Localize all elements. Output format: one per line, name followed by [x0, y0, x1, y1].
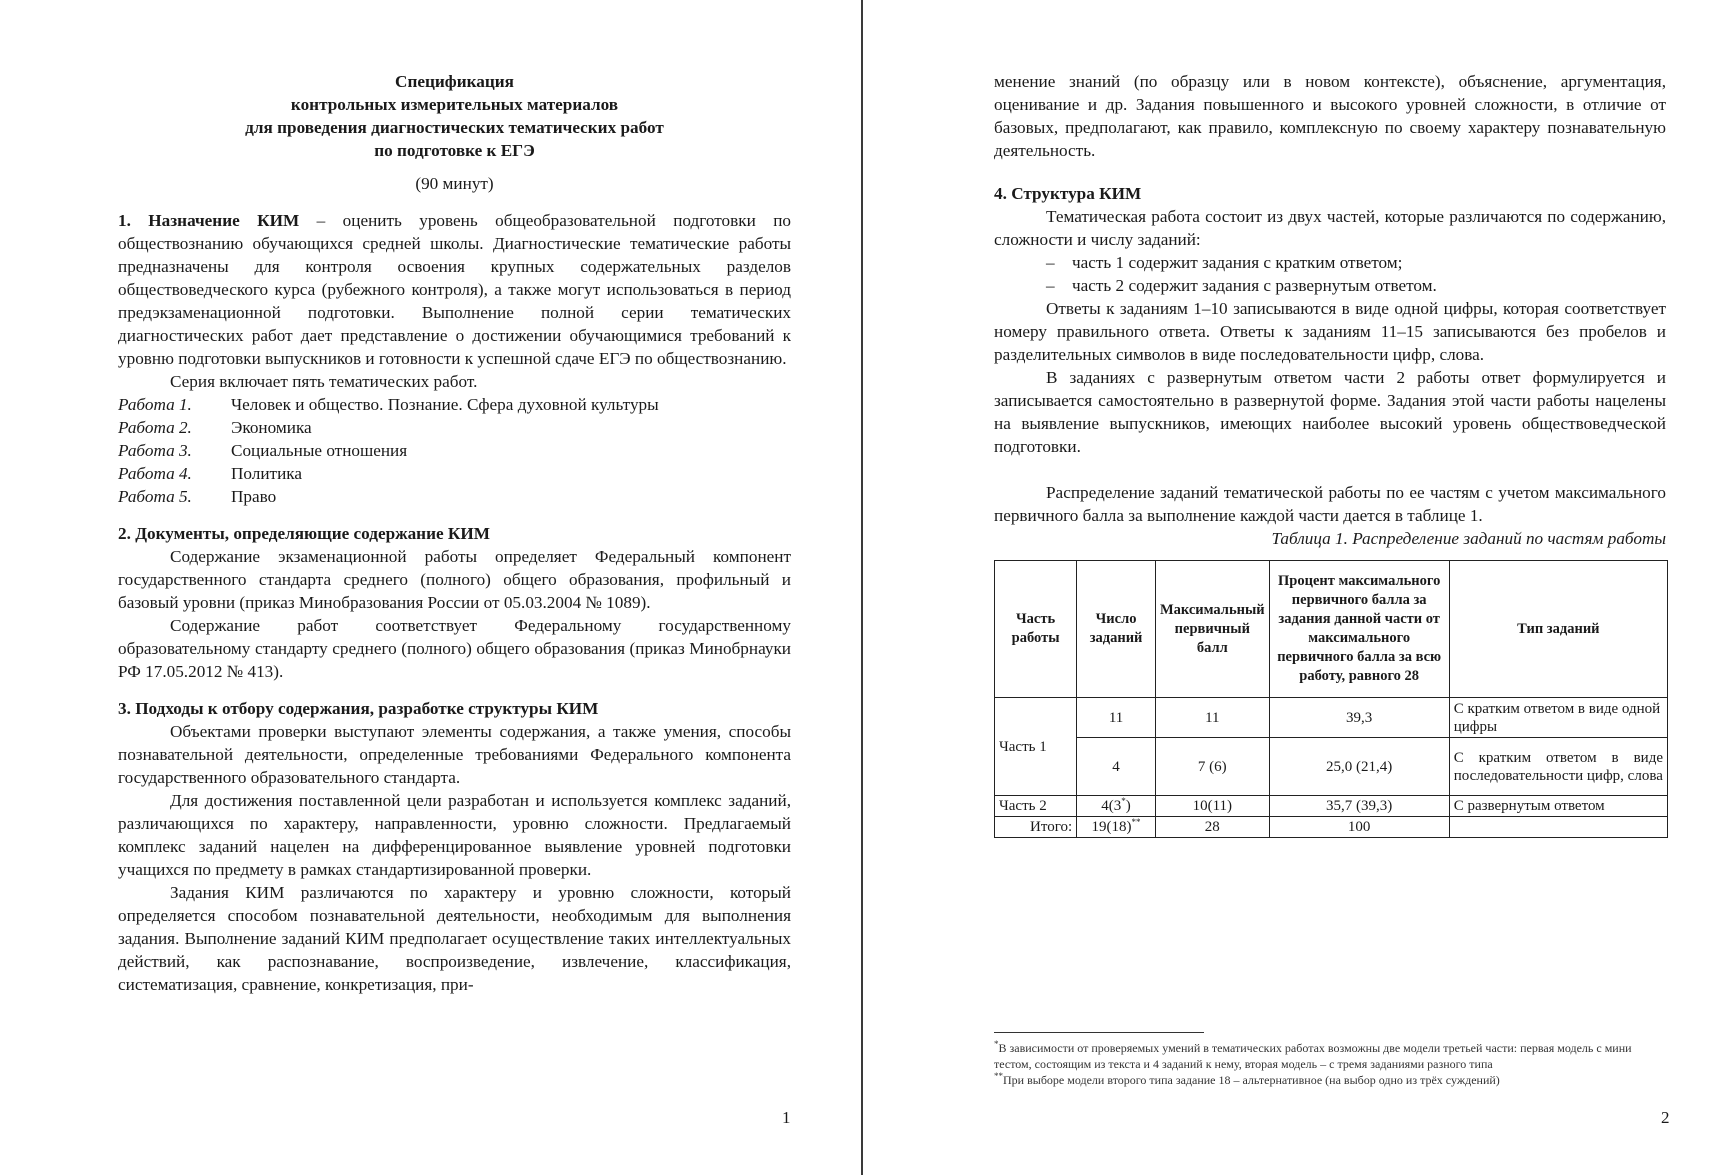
footnotes [994, 1040, 1666, 1088]
footnote-mark: ** [994, 1071, 1003, 1081]
table-cell: 7 (6) [1155, 738, 1269, 796]
table-row [995, 738, 1668, 796]
table-cell: 100 [1269, 817, 1449, 838]
header-cell: Часть работы [995, 561, 1077, 698]
work-name: Экономика [231, 418, 312, 437]
section-3-paragraph: Для достижения поставленной цели разработан и используется комплекс заданий, различающихся по характеру, направленности, уровню сложности. Предлагаемый комплекс заданий нацелен на дифференцированное выявление уровней подготовки учащихся по предмету в рамках стандартизированной проверки. [118, 791, 791, 879]
section-4-paragraph: Распределение заданий тематической работы по ее частям с учетом максимального первичного балла за выполнение каждой части дается в таблице 1. [994, 483, 1666, 525]
document-title [118, 70, 791, 162]
header-cell: Максимальный первичный балл [1155, 561, 1269, 698]
cell-value: 19(18) [1091, 819, 1132, 835]
section-2-heading: 2. Документы, определяющие содержание КИМ [118, 524, 490, 543]
continued-paragraph: менение знаний (по образцу или в новом контексте), объяснение, аргументация, оценивание и др. Задания повышенного и высокого уровней сложности, в отличие от базовых, предполагают, как правило, комплексную по своему характеру познавательную деятельность. [994, 72, 1666, 160]
cell-value: 4(3 [1101, 798, 1122, 814]
table-cell [1449, 817, 1667, 838]
title-line: контрольных измерительных материалов [290, 95, 619, 114]
footnote-mark: ** [1131, 817, 1141, 827]
section-4-paragraph: Ответы к заданиям 1–10 записываются в виде одной цифры, которая соответствует номеру правильного ответа. Ответы к заданиям 11–15 записываются без пробелов и разделительных символов в виде последовательности цифр, слова. [994, 299, 1666, 364]
table-row [995, 817, 1668, 838]
header-cell: Число заданий [1077, 561, 1156, 698]
list-item: – часть 1 содержит задания с кратким ответом; [1046, 253, 1403, 272]
footnote-separator [994, 1032, 1204, 1033]
cell-value: ) [1125, 798, 1131, 814]
table-cell: 25,0 (21,4) [1269, 738, 1449, 796]
section-1-heading: 1. Назначение КИМ [118, 211, 300, 230]
section-3-paragraph: Задания КИМ различаются по характеру и уровню сложности, который определяется способом познавательной деятельности, необходимым для выполнения задания. Выполнение заданий КИМ предполагает осуществление таких интеллектуальных действий, как распознавание, воспроизведение, извлечение, классификация, систематизация, сравнение, конкретизация, при- [118, 883, 791, 994]
work-item [118, 439, 791, 462]
table-row [995, 796, 1668, 817]
distribution-table [994, 560, 1668, 838]
list-item-text: часть 2 содержит задания с развернутым ответом. [1072, 276, 1437, 295]
work-name: Политика [231, 464, 302, 483]
section-3-heading: 3. Подходы к отбору содержания, разработке структуры КИМ [118, 699, 599, 718]
table-cell: 10(11) [1155, 796, 1269, 817]
page-number: 2 [1661, 1108, 1670, 1127]
table-cell: 4 [1077, 738, 1156, 796]
duration: (90 минут) [415, 174, 494, 193]
table-caption: Таблица 1. Распределение заданий по частям работы [1271, 529, 1666, 548]
footnote [994, 1072, 1666, 1088]
table-cell [1077, 796, 1156, 817]
series-sentence: Серия включает пять тематических работ. [170, 372, 478, 391]
work-name: Социальные отношения [231, 441, 408, 460]
table-cell: Итого: [995, 817, 1077, 838]
section-4-heading: 4. Структура КИМ [994, 184, 1142, 203]
table-cell: 39,3 [1269, 698, 1449, 738]
footnote-mark: * [994, 1039, 999, 1049]
table-header-row [995, 561, 1668, 698]
footnote-text: При выборе модели второго типа задание 18 – альтернативное (на выбор одно из трёх суждений) [1003, 1073, 1500, 1087]
title-line: Спецификация [395, 72, 514, 91]
table-cell: С кратким ответом в виде последовательности цифр, слова [1449, 738, 1667, 796]
title-line: для проведения диагностических тематических работ [245, 118, 664, 137]
section-2-paragraph: Содержание экзаменационной работы определяет Федеральный компонент государственного стандарта среднего (полного) общего образования, профильный и базовый уровни (приказ Минобразования России от 05.03.2004 № 1089). [118, 547, 791, 612]
list-item-text: часть 1 содержит задания с кратким ответом; [1072, 253, 1403, 272]
table-row [995, 698, 1668, 738]
header-cell: Процент максимального первичного балла за задания данной части от максимального первичного балла за всю работу, равного 28 [1269, 561, 1449, 698]
work-name: Право [231, 487, 277, 506]
section-3-paragraph: Объектами проверки выступают элементы содержания, а также умения, способы познавательной деятельности, определенные требованиями Федерального компонента государственного образовательного стандарта. [118, 722, 791, 787]
table-cell: 11 [1155, 698, 1269, 738]
table-cell: Часть 1 [995, 698, 1077, 796]
work-label: Работа 2. [118, 418, 192, 437]
right-column [994, 70, 1666, 838]
section-4-paragraph: В заданиях с развернутым ответом части 2 работы ответ формулируется и записывается самостоятельно в развернутой форме. Задания этой части работы нацелены на выявление выпускников, имеющих наиболее высокий уровень обществоведческой подготовки. [994, 368, 1666, 456]
page-divider [861, 0, 863, 1175]
work-label: Работа 3. [118, 441, 192, 460]
work-item [118, 485, 791, 508]
table-cell: Часть 2 [995, 796, 1077, 817]
work-item [118, 462, 791, 485]
list-item: – часть 2 содержит задания с развернутым ответом. [1046, 276, 1437, 295]
work-label: Работа 4. [118, 464, 192, 483]
table-cell: 35,7 (39,3) [1269, 796, 1449, 817]
work-item [118, 393, 791, 416]
left-column [118, 70, 791, 996]
table-cell: 28 [1155, 817, 1269, 838]
footnote-mark: * [1121, 796, 1126, 806]
title-line: по подготовке к ЕГЭ [374, 141, 535, 160]
footnote-text: В зависимости от проверяемых умений в тематических работах возможны две модели третьей части: первая модель с мини тестом, состоящим из текста и 4 заданий к нему, вторая модель – с тремя заданиями разного типа [994, 1041, 1632, 1071]
footnote [994, 1040, 1666, 1072]
page-number: 1 [782, 1108, 791, 1127]
work-label: Работа 1. [118, 395, 192, 414]
work-label: Работа 5. [118, 487, 192, 506]
section-4-intro: Тематическая работа состоит из двух частей, которые различаются по содержанию, сложности и числу заданий: [994, 207, 1666, 249]
work-item [118, 416, 791, 439]
works-list [118, 393, 791, 508]
section-2-paragraph: Содержание работ соответствует Федеральному государственному образовательному стандарту среднего (полного) общего образования (приказ Минобрнауки РФ 17.05.2012 № 413). [118, 616, 791, 681]
page-right [864, 0, 1720, 1175]
table-cell: С кратким ответом в виде одной цифры [1449, 698, 1667, 738]
section-1-paragraph [118, 209, 791, 370]
work-name: Человек и общество. Познание. Сфера духовной культуры [231, 395, 659, 414]
table-cell: 11 [1077, 698, 1156, 738]
section-1-text: – оценить уровень общеобразовательной подготовки по обществознанию обучающихся средней школы. Диагностические тематические работы предназначены для контроля освоения крупных содержательных разделов обществоведческого курса (рубежного контроля), а также могут использоваться в период предэкзаменационной подготовки. Выполнение полной серии тематических диагностических работ дает представление о достижении обучающимися требований к уровню подготовки выпускников и готовности к успешной сдаче ЕГЭ по обществознанию. [118, 211, 791, 368]
table-cell: С развернутым ответом [1449, 796, 1667, 817]
header-cell: Тип заданий [1449, 561, 1667, 698]
table-cell [1077, 817, 1156, 838]
